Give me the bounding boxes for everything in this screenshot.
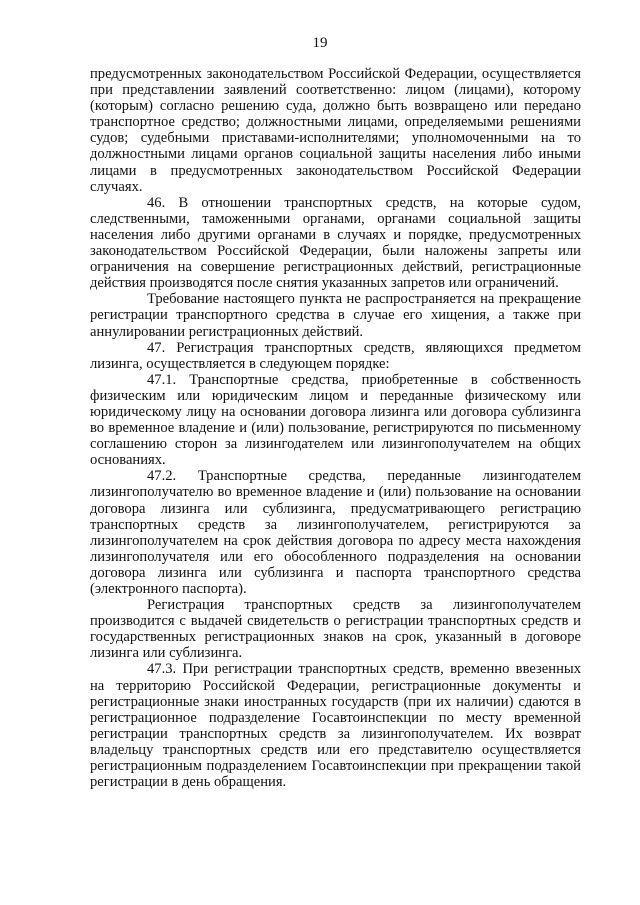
- paragraph-47-2: 47.2. Транспортные средства, переданные лизингодателем лизингополучателю во временное владение и (или) пользование на основании договора лизинга или сублизинга, предусматривающего регистрацию транспортных средств за лизингополучателем, регистрируются за лизингополучателем на срок действия договора по адресу места нахождения лизингополучателя или его обособленного подразделения на основании договора лизинга или сублизинга и паспорта транспортного средства (электронного паспорта).: [90, 468, 581, 597]
- paragraph-47-1: 47.1. Транспортные средства, приобретенные в собственность физическим или юридическим лицом и переданные физическому или юридическому лицу на основании договора лизинга или договора сублизинга во временное владение и (или) пользование, регистрируются по письменному соглашению сторон за лизингодателем или лизингополучателем на общих основаниях.: [90, 371, 581, 469]
- paragraph-continuation: предусмотренных законодательством Российской Федерации, осуществляется при представлении заявлений соответственно: лицом (лицами), которому (которым) согласно решению суда, должно быть возвращено или передано транспортное средство; должностными лицами, определяемыми решениями судов; судебными приставами-исполнителями; уполномоченными на то должностными лицами органов социальной защиты населения либо иными лицами в предусмотренных законодательством Российской Федерации случаях.: [90, 66, 581, 195]
- paragraph-46-requirement: Требование настоящего пункта не распространяется на прекращение регистрации транспортного средства в случае его хищения, а также при аннулировании регистрационных действий.: [90, 291, 581, 340]
- paragraph-47-2-registration: Регистрация транспортных средств за лизингополучателем производится с выдачей свидетельств о регистрации транспортных средств и государственных регистрационных знаков на срок, указанный в договоре лизинга или сублизинга.: [90, 597, 581, 662]
- page-number: 19: [312, 35, 328, 51]
- paragraph-47: 47. Регистрация транспортных средств, являющихся предметом лизинга, осуществляется в следующем порядке:: [90, 339, 581, 372]
- paragraph-46: 46. В отношении транспортных средств, на которые судом, следственными, таможенными органами, органами социальной защиты населения либо другими органами в случаях и порядке, предусмотренных законодательством Российской Федерации, были наложены запреты или ограничения на совершение регистрационных действий, регистрационные действия производятся после снятия указанных запретов или ограничений.: [90, 194, 581, 292]
- document-body: [90, 66, 581, 790]
- paragraph-47-3: 47.3. При регистрации транспортных средств, временно ввезенных на территорию Российской Федерации, регистрационные документы и регистрационные знаки иностранных государств (при их наличии) сдаются в регистрационное подразделение Госавтоинспекции по месту временной регистрации транспортных средств за лизингополучателем. Их возврат владельцу транспортных средств или его представителю осуществляется регистрационным подразделением Госавтоинспекции при прекращении такой регистрации в день обращения.: [90, 661, 581, 791]
